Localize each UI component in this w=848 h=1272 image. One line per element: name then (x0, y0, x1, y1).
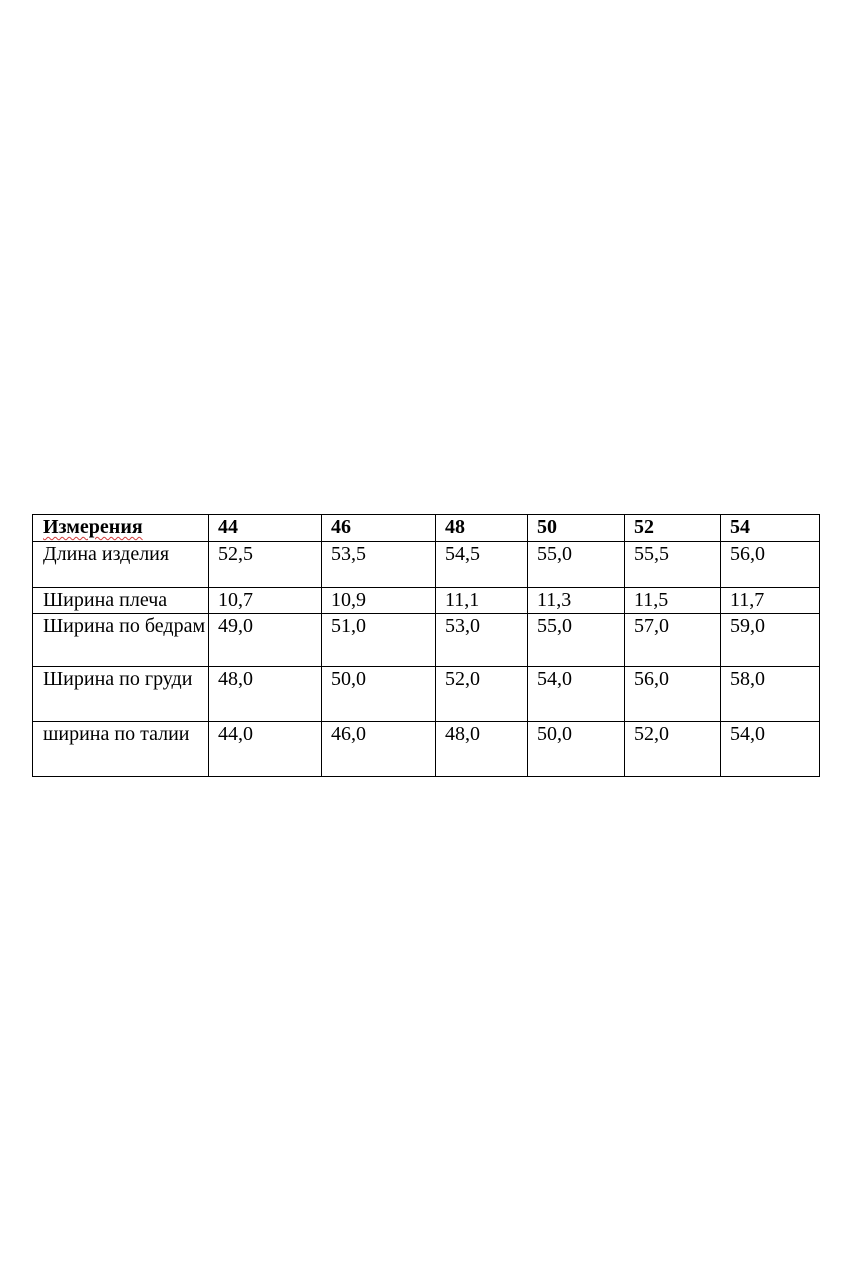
value-cell: 55,5 (625, 542, 721, 588)
value-cell: 54,5 (436, 542, 528, 588)
header-size-cell: 50 (528, 515, 625, 542)
value-cell: 53,5 (322, 542, 436, 588)
header-size-cell: 48 (436, 515, 528, 542)
value-cell: 56,0 (625, 667, 721, 722)
value-cell: 56,0 (721, 542, 820, 588)
table-row (33, 614, 820, 667)
value-cell: 52,0 (436, 667, 528, 722)
value-cell: 51,0 (322, 614, 436, 667)
header-label: Измерения (43, 516, 143, 538)
value-cell: 48,0 (436, 722, 528, 777)
header-size-cell: 46 (322, 515, 436, 542)
value-cell: 11,7 (721, 588, 820, 614)
value-cell: 53,0 (436, 614, 528, 667)
header-size-cell: 54 (721, 515, 820, 542)
value-cell: 58,0 (721, 667, 820, 722)
header-label-cell (33, 515, 209, 542)
value-cell: 44,0 (209, 722, 322, 777)
value-cell: 46,0 (322, 722, 436, 777)
size-chart-table (32, 514, 820, 777)
table-row (33, 588, 820, 614)
value-cell: 52,5 (209, 542, 322, 588)
table-row (33, 667, 820, 722)
value-cell: 10,9 (322, 588, 436, 614)
value-cell: 11,3 (528, 588, 625, 614)
value-cell: 55,0 (528, 542, 625, 588)
value-cell: 59,0 (721, 614, 820, 667)
header-size-cell: 44 (209, 515, 322, 542)
row-label-cell: ширина по талии (33, 722, 209, 777)
value-cell: 11,5 (625, 588, 721, 614)
value-cell: 55,0 (528, 614, 625, 667)
row-label-cell: Длина изделия (33, 542, 209, 588)
value-cell: 57,0 (625, 614, 721, 667)
row-label-cell: Ширина плеча (33, 588, 209, 614)
value-cell: 10,7 (209, 588, 322, 614)
row-label-cell: Ширина по груди (33, 667, 209, 722)
table-row (33, 722, 820, 777)
value-cell: 49,0 (209, 614, 322, 667)
value-cell: 50,0 (528, 722, 625, 777)
table-row (33, 542, 820, 588)
value-cell: 54,0 (528, 667, 625, 722)
value-cell: 48,0 (209, 667, 322, 722)
header-size-cell: 52 (625, 515, 721, 542)
value-cell: 54,0 (721, 722, 820, 777)
value-cell: 52,0 (625, 722, 721, 777)
row-label-cell: Ширина по бедрам (33, 614, 209, 667)
table-header-row (33, 515, 820, 542)
value-cell: 11,1 (436, 588, 528, 614)
value-cell: 50,0 (322, 667, 436, 722)
